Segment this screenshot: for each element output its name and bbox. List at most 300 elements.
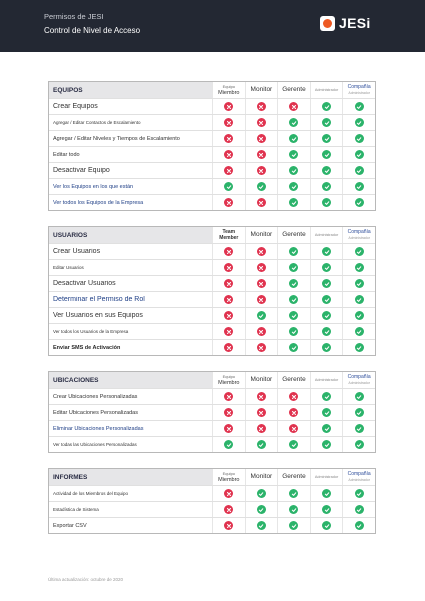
column-header-text: Compañía (347, 471, 371, 477)
permission-label: Ver todos los Usuarios de la Empresa (53, 329, 129, 334)
column-header-monitor (245, 469, 278, 485)
check-icon (355, 327, 364, 336)
permission-cell-admin (310, 115, 343, 130)
permission-row (49, 194, 375, 210)
x-icon (257, 392, 266, 401)
permission-cell-admin (310, 421, 343, 436)
permission-cell-admin (310, 260, 343, 275)
permission-cell-company-admin (342, 486, 375, 501)
permission-cell-monitor (245, 340, 278, 355)
permission-cell-manager (277, 276, 310, 291)
permission-cell-admin (310, 437, 343, 452)
column-header-text: Member (219, 235, 239, 241)
permission-label: Desactivar Equipo (53, 167, 110, 174)
section-title: UBICACIONES (49, 372, 212, 388)
permission-cell-admin (310, 308, 343, 323)
permission-cell-manager (277, 179, 310, 194)
permission-cell-team-member (212, 244, 245, 259)
check-icon (257, 182, 266, 191)
check-icon (289, 521, 298, 530)
check-icon (322, 489, 331, 498)
permission-cell-manager (277, 292, 310, 307)
permission-cell-team-member (212, 195, 245, 210)
permission-cell-admin (310, 195, 343, 210)
column-header-manager (277, 372, 310, 388)
check-icon (289, 295, 298, 304)
logo-icon (320, 16, 335, 31)
equipos-table (48, 81, 376, 211)
permission-cell-admin (310, 389, 343, 404)
check-icon (355, 118, 364, 127)
x-icon (257, 134, 266, 143)
column-header-company-admin (342, 82, 375, 98)
permission-row (49, 404, 375, 420)
check-icon (322, 424, 331, 433)
permission-cell-admin (310, 518, 343, 533)
permission-label: Editar Usuarios (53, 265, 84, 270)
permission-cell-monitor (245, 99, 278, 114)
permission-cell-monitor (245, 502, 278, 517)
permission-cell-monitor (245, 421, 278, 436)
x-icon (224, 505, 233, 514)
column-header-text: Equipo (222, 471, 236, 476)
x-icon (289, 102, 298, 111)
x-icon (257, 198, 266, 207)
permission-label: Exportar CSV (53, 522, 87, 529)
check-icon (355, 150, 364, 159)
column-header-team-member (212, 372, 245, 388)
column-header-text: Miembro (218, 380, 240, 386)
check-icon (322, 263, 331, 272)
x-icon (224, 247, 233, 256)
permission-cell-admin (310, 131, 343, 146)
check-icon (289, 279, 298, 288)
permission-cell-team-member (212, 437, 245, 452)
permission-cell-company-admin (342, 389, 375, 404)
check-icon (289, 166, 298, 175)
permission-label: Determinar el Permiso de Rol (53, 296, 145, 303)
permission-cell-company-admin (342, 179, 375, 194)
check-icon (289, 263, 298, 272)
column-header-text: Compañía (347, 229, 371, 235)
check-icon (289, 489, 298, 498)
permission-cell-admin (310, 99, 343, 114)
check-icon (355, 295, 364, 304)
column-header-manager (277, 82, 310, 98)
x-icon (257, 102, 266, 111)
check-icon (355, 134, 364, 143)
check-icon (289, 327, 298, 336)
permission-cell-manager (277, 502, 310, 517)
check-icon (322, 327, 331, 336)
check-icon (322, 198, 331, 207)
check-icon (289, 182, 298, 191)
permission-label: Ver los Equipos en los que están (53, 183, 134, 190)
permission-row (49, 275, 375, 291)
permission-cell-manager (277, 195, 310, 210)
column-header-text: Equipo (222, 374, 236, 379)
x-icon (257, 247, 266, 256)
check-icon (322, 166, 331, 175)
table-header-row (49, 372, 375, 388)
column-header-company-admin (342, 372, 375, 388)
column-header-text: Miembro (218, 477, 240, 483)
permission-cell-team-member (212, 324, 245, 339)
permission-cell-team-member (212, 389, 245, 404)
permission-label: Actividad de los Miembros del Equipo (53, 491, 129, 496)
column-header-team-member (212, 227, 245, 243)
x-icon (224, 424, 233, 433)
permission-cell-team-member (212, 518, 245, 533)
x-icon (257, 279, 266, 288)
permission-cell-admin (310, 147, 343, 162)
check-icon (224, 182, 233, 191)
permission-label: Desactivar Usuarios (53, 280, 116, 287)
permission-cell-manager (277, 518, 310, 533)
permission-cell-company-admin (342, 195, 375, 210)
check-icon (289, 150, 298, 159)
column-header-text: Miembro (218, 90, 240, 96)
permission-cell-monitor (245, 518, 278, 533)
column-header-manager (277, 469, 310, 485)
check-icon (322, 118, 331, 127)
x-icon (224, 134, 233, 143)
permission-cell-admin (310, 405, 343, 420)
permission-row (49, 485, 375, 501)
column-header-text: Gerente (282, 473, 306, 480)
x-icon (257, 166, 266, 175)
permission-label: Editar Ubicaciones Personalizadas (53, 409, 138, 416)
permission-cell-team-member (212, 421, 245, 436)
permission-cell-team-member (212, 260, 245, 275)
column-header-text: Gerente (282, 231, 306, 238)
x-icon (289, 424, 298, 433)
informes-table (48, 468, 376, 534)
check-icon (322, 440, 331, 449)
column-header-text: Monitor (250, 86, 273, 93)
permission-cell-admin (310, 502, 343, 517)
column-header-company-admin (342, 469, 375, 485)
column-header-text: Administrador (314, 233, 339, 237)
check-icon (322, 505, 331, 514)
permission-cell-admin (310, 276, 343, 291)
permission-cell-team-member (212, 147, 245, 162)
permission-row (49, 501, 375, 517)
check-icon (355, 311, 364, 320)
column-header-monitor (245, 227, 278, 243)
permission-cell-manager (277, 389, 310, 404)
permission-cell-company-admin (342, 131, 375, 146)
column-header-admin (310, 469, 343, 485)
permission-cell-admin (310, 163, 343, 178)
permission-label: Agregar / Editar Niveles y Tiempos de Escalamiento (53, 135, 180, 142)
permission-label: Ver todos los Equipos de la Empresa (53, 199, 144, 206)
section-title: INFORMES (49, 469, 212, 485)
check-icon (355, 102, 364, 111)
permission-label: Crear Equipos (53, 103, 98, 110)
check-icon (322, 134, 331, 143)
permission-cell-company-admin (342, 437, 375, 452)
x-icon (224, 198, 233, 207)
section-title: EQUIPOS (49, 82, 212, 98)
permission-cell-company-admin (342, 99, 375, 114)
logo-text: JESi (339, 15, 371, 31)
permission-cell-manager (277, 99, 310, 114)
check-icon (289, 118, 298, 127)
permission-cell-manager (277, 405, 310, 420)
x-icon (257, 327, 266, 336)
permission-cell-company-admin (342, 518, 375, 533)
permission-cell-manager (277, 308, 310, 323)
column-header-text: Gerente (282, 86, 306, 93)
permission-cell-company-admin (342, 260, 375, 275)
permission-row (49, 323, 375, 339)
permission-cell-company-admin (342, 147, 375, 162)
permission-cell-admin (310, 244, 343, 259)
column-header-text: Administrador (348, 236, 370, 240)
x-icon (224, 327, 233, 336)
x-icon (257, 263, 266, 272)
permission-cell-monitor (245, 324, 278, 339)
permission-cell-manager (277, 437, 310, 452)
permission-cell-team-member (212, 340, 245, 355)
check-icon (355, 392, 364, 401)
check-icon (355, 263, 364, 272)
column-header-text: Equipo (222, 84, 236, 89)
column-header-text: Administrador (348, 381, 370, 385)
last-updated-note: Última actualización: octubre de 2020 (48, 577, 124, 582)
column-header-text: Monitor (250, 473, 273, 480)
permission-label: Crear Ubicaciones Personalizadas (53, 393, 138, 400)
permission-cell-team-member (212, 486, 245, 501)
check-icon (257, 521, 266, 530)
x-icon (257, 295, 266, 304)
x-icon (257, 408, 266, 417)
permission-row (49, 114, 375, 130)
column-header-company-admin (342, 227, 375, 243)
x-icon (289, 392, 298, 401)
x-icon (257, 150, 266, 159)
check-icon (322, 343, 331, 352)
x-icon (224, 392, 233, 401)
check-icon (322, 521, 331, 530)
header-subtitle: Control de Nivel de Acceso (44, 26, 141, 35)
check-icon (355, 343, 364, 352)
permission-cell-team-member (212, 502, 245, 517)
check-icon (355, 505, 364, 514)
check-icon (355, 489, 364, 498)
permission-cell-monitor (245, 163, 278, 178)
permission-label: Ver todas las Ubicaciones Personalizadas (53, 442, 137, 447)
permission-cell-manager (277, 260, 310, 275)
check-icon (289, 311, 298, 320)
column-header-admin (310, 82, 343, 98)
column-header-text: Administrador (348, 478, 370, 482)
permission-cell-company-admin (342, 502, 375, 517)
column-header-admin (310, 227, 343, 243)
permission-cell-team-member (212, 163, 245, 178)
permission-cell-team-member (212, 276, 245, 291)
permission-cell-company-admin (342, 405, 375, 420)
column-header-text: Administrador (314, 88, 339, 92)
check-icon (289, 134, 298, 143)
permission-label: Crear Usuarios (53, 248, 101, 255)
check-icon (322, 247, 331, 256)
permission-cell-company-admin (342, 244, 375, 259)
permission-row (49, 517, 375, 533)
check-icon (322, 102, 331, 111)
x-icon (224, 408, 233, 417)
jesi-logo (320, 15, 371, 31)
table-header-row (49, 469, 375, 485)
x-icon (224, 150, 233, 159)
check-icon (289, 247, 298, 256)
permission-cell-admin (310, 292, 343, 307)
permission-cell-team-member (212, 99, 245, 114)
check-icon (322, 392, 331, 401)
table-header-row (49, 82, 375, 98)
permission-cell-manager (277, 421, 310, 436)
check-icon (322, 311, 331, 320)
column-header-monitor (245, 372, 278, 388)
column-header-text: Administrador (314, 475, 339, 479)
permission-cell-manager (277, 340, 310, 355)
permission-cell-company-admin (342, 308, 375, 323)
x-icon (224, 343, 233, 352)
permission-cell-monitor (245, 437, 278, 452)
permission-row (49, 388, 375, 404)
check-icon (257, 489, 266, 498)
check-icon (224, 440, 233, 449)
page-header (0, 0, 425, 52)
permission-cell-manager (277, 324, 310, 339)
usuarios-table (48, 226, 376, 356)
check-icon (355, 247, 364, 256)
permission-cell-company-admin (342, 115, 375, 130)
column-header-text: Compañía (347, 84, 371, 90)
permission-cell-company-admin (342, 292, 375, 307)
ubicaciones-table (48, 371, 376, 453)
permission-cell-monitor (245, 244, 278, 259)
check-icon (355, 198, 364, 207)
permission-row (49, 291, 375, 307)
check-icon (355, 408, 364, 417)
permission-row (49, 307, 375, 323)
check-icon (257, 440, 266, 449)
permission-row (49, 162, 375, 178)
permission-cell-monitor (245, 147, 278, 162)
permission-cell-monitor (245, 115, 278, 130)
permission-cell-admin (310, 324, 343, 339)
column-header-text: Monitor (250, 231, 273, 238)
check-icon (257, 505, 266, 514)
check-icon (289, 198, 298, 207)
permission-cell-team-member (212, 131, 245, 146)
permission-label: Editar todo (53, 151, 80, 158)
permission-cell-monitor (245, 260, 278, 275)
x-icon (257, 118, 266, 127)
x-icon (224, 311, 233, 320)
check-icon (322, 295, 331, 304)
column-header-text: Monitor (250, 376, 273, 383)
column-header-team-member (212, 469, 245, 485)
column-header-text: Team (222, 229, 236, 235)
check-icon (355, 440, 364, 449)
check-icon (257, 311, 266, 320)
x-icon (257, 424, 266, 433)
check-icon (355, 521, 364, 530)
permission-cell-manager (277, 131, 310, 146)
permission-label: Enviar SMS de Activación (53, 344, 121, 351)
check-icon (355, 182, 364, 191)
column-header-manager (277, 227, 310, 243)
permission-cell-monitor (245, 308, 278, 323)
header-title: Permisos de JESI (44, 12, 104, 21)
permission-cell-team-member (212, 405, 245, 420)
permission-cell-admin (310, 486, 343, 501)
x-icon (257, 343, 266, 352)
column-header-text: Compañía (347, 374, 371, 380)
x-icon (224, 166, 233, 175)
permission-cell-team-member (212, 179, 245, 194)
column-header-text: Administrador (314, 378, 339, 382)
x-icon (224, 279, 233, 288)
permission-cell-manager (277, 486, 310, 501)
permission-row (49, 259, 375, 275)
permission-row (49, 339, 375, 355)
column-header-monitor (245, 82, 278, 98)
table-header-row (49, 227, 375, 243)
permission-cell-manager (277, 244, 310, 259)
check-icon (355, 279, 364, 288)
permission-row (49, 98, 375, 114)
column-header-team-member (212, 82, 245, 98)
permission-cell-team-member (212, 292, 245, 307)
permission-row (49, 243, 375, 259)
permission-row (49, 178, 375, 194)
x-icon (289, 408, 298, 417)
permission-cell-monitor (245, 389, 278, 404)
check-icon (289, 343, 298, 352)
permission-label: Eliminar Ubicaciones Personalizadas (53, 425, 144, 432)
permission-cell-manager (277, 163, 310, 178)
permission-cell-manager (277, 115, 310, 130)
x-icon (224, 521, 233, 530)
x-icon (224, 118, 233, 127)
x-icon (224, 102, 233, 111)
permission-cell-company-admin (342, 324, 375, 339)
permission-cell-team-member (212, 115, 245, 130)
permission-cell-company-admin (342, 163, 375, 178)
permission-cell-manager (277, 147, 310, 162)
check-icon (322, 279, 331, 288)
x-icon (224, 263, 233, 272)
column-header-admin (310, 372, 343, 388)
permission-row (49, 130, 375, 146)
permission-row (49, 436, 375, 452)
permission-cell-monitor (245, 179, 278, 194)
permission-label: Ver Usuarios en sus Equipos (53, 312, 143, 319)
check-icon (322, 182, 331, 191)
permission-cell-company-admin (342, 421, 375, 436)
permission-cell-monitor (245, 486, 278, 501)
check-icon (322, 150, 331, 159)
check-icon (289, 440, 298, 449)
permission-cell-monitor (245, 292, 278, 307)
x-icon (224, 489, 233, 498)
check-icon (355, 424, 364, 433)
permission-row (49, 420, 375, 436)
